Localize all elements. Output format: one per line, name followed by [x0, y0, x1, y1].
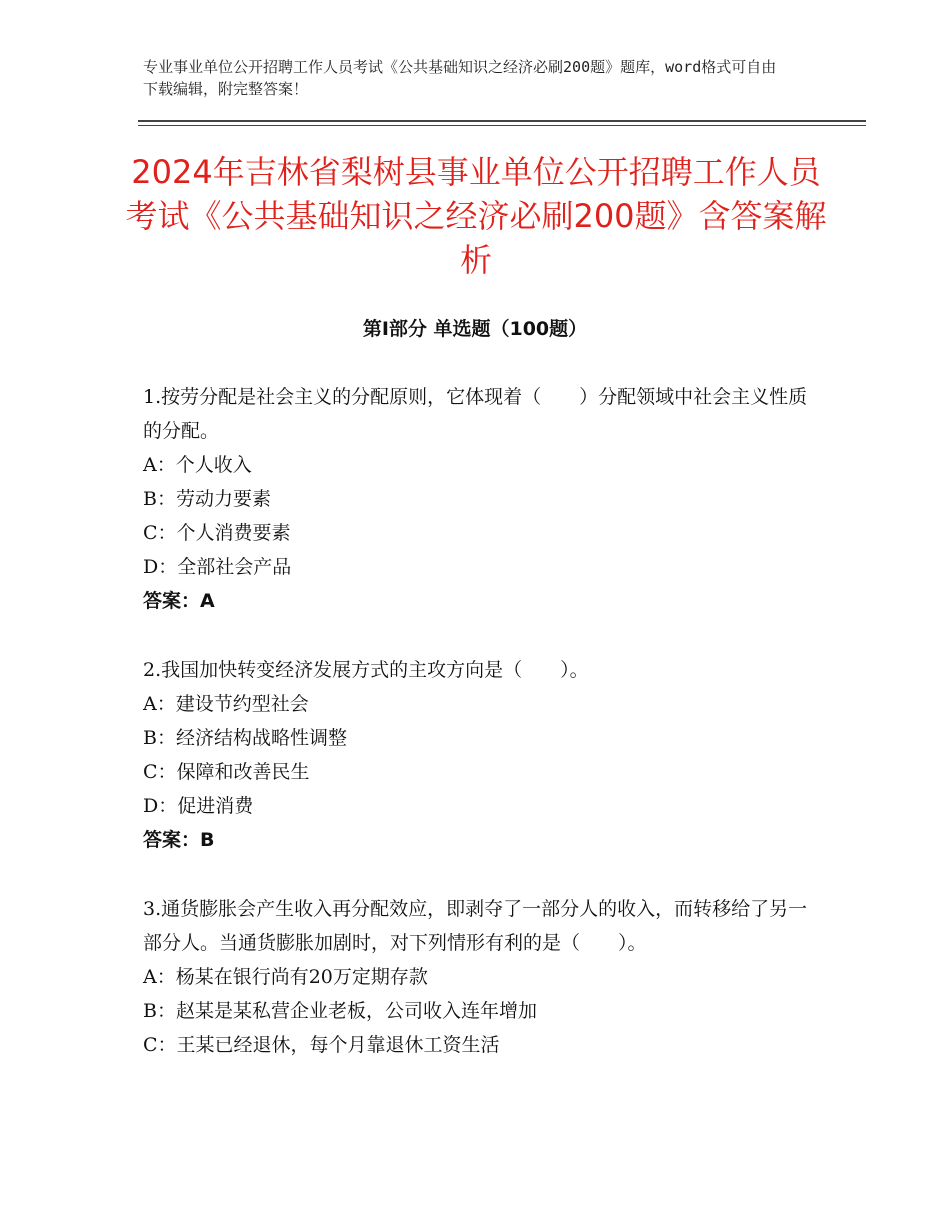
option-d: D：全部社会产品 [143, 556, 292, 578]
question-stem: 2.我国加快转变经济发展方式的主攻方向是（ ）。 [143, 659, 589, 681]
question-3 [143, 892, 813, 1062]
question-1 [143, 380, 813, 618]
option-c: C：保障和改善民生 [143, 761, 310, 783]
document-title: 2024年吉林省梨树县事业单位公开招聘工作人员考试《公共基础知识之经济必刷200题》含答案解析 [125, 153, 827, 279]
option-b: B：赵某是某私营企业老板，公司收入连年增加 [143, 1000, 537, 1022]
option-c: C：王某已经退休，每个月靠退休工资生活 [143, 1034, 500, 1056]
document-header-note: 专业事业单位公开招聘工作人员考试《公共基础知识之经济必刷200题》题库，word格式可自由下载编辑，附完整答案！ [143, 58, 777, 98]
header-divider-thin [138, 125, 866, 126]
option-d: D：促进消费 [143, 795, 254, 817]
question-stem: 1.按劳分配是社会主义的分配原则，它体现着（ ）分配领域中社会主义性质的分配。 [143, 386, 808, 442]
option-a: A：个人收入 [143, 454, 252, 476]
section-heading: 第Ⅰ部分 单选题（100题） [362, 318, 588, 340]
answer: 答案：B [143, 829, 215, 851]
option-a: A：杨某在银行尚有20万定期存款 [143, 966, 428, 988]
option-b: B：经济结构战略性调整 [143, 727, 347, 749]
question-stem: 3.通货膨胀会产生收入再分配效应，即剥夺了一部分人的收入，而转移给了另一部分人。当通货膨胀加剧时，对下列情形有利的是（ ）。 [143, 898, 808, 954]
option-a: A：建设节约型社会 [143, 693, 309, 715]
option-b: B：劳动力要素 [143, 488, 271, 510]
header-divider-thick [138, 120, 866, 122]
answer: 答案：A [143, 590, 215, 612]
question-2 [143, 653, 813, 857]
option-c: C：个人消费要素 [143, 522, 291, 544]
